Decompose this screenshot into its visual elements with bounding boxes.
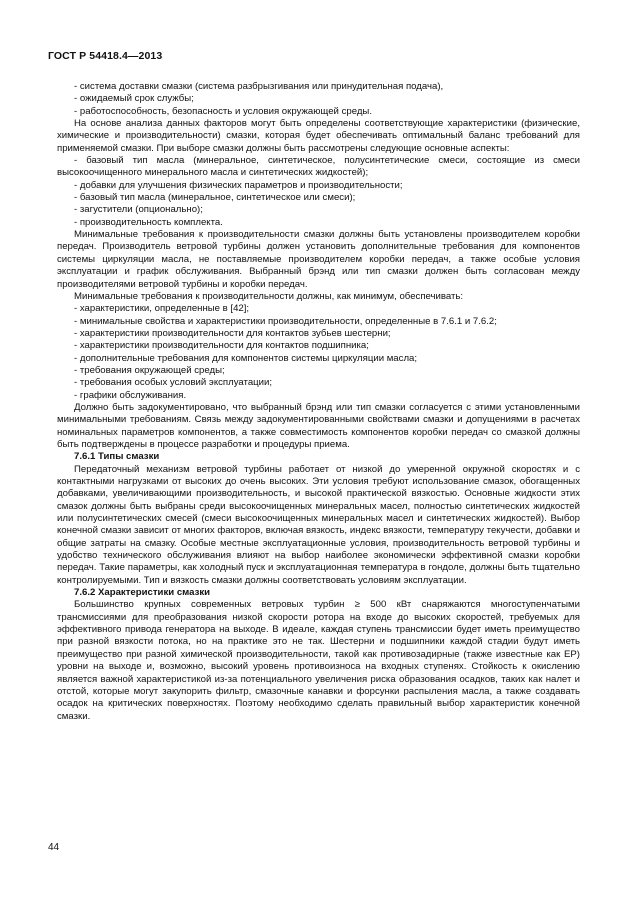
list-item: - графики обслуживания. [74, 389, 187, 401]
list-item: - характеристики производительности для контактов зубьев шестерни; [74, 327, 391, 339]
list-item: - система доставки смазки (система разбрызгивания или принудительная подача), [74, 81, 444, 92]
list-item: - загустители (опционально); [74, 204, 203, 216]
list-item: - характеристики производительности для контактов подшипника; [74, 340, 369, 352]
page-number: 44 [48, 842, 60, 853]
document-header: ГОСТ Р 54418.4—2013 [48, 50, 163, 62]
paragraph: На основе анализа данных факторов могут быть определены соответствующие характеристики (физические, химические и производительности) смазки, которая будет обеспечивать оптимальный баланс требований для применяемой смазки. При выборе смазки должны быть рассмотрены следующие основные аспекты: [57, 118, 580, 154]
list-item: - требования окружающей среды; [74, 364, 225, 376]
paragraph: Большинство крупных современных ветровых турбин ≥ 500 кВт снаряжаются многоступенчатыми трансмиссиями для преобразования низкой скорости ротора на входе до высоких скоростей, требуемых для эффективного привода генератора на выходе. В идеале, каждая ступень трансмиссии будет иметь преимущество при разной вязкости потока, но на практике это не так. Шестерни и подшипники каждой стадии будут иметь преимущество при разной химической производительности, такой как противозадирные (также известные как EP) уровни на выходе и, возможно, высокий уровень противоизноса на входных ступенях. Стойкость к окислению является важной характеристикой из-за потенциального увеличения риска образования осадков, таких как налет и отстой, которые могут закупорить фильтр, смазочные канавки и форсунки распыления масла, а также создавать осадок на критических поверхностях. Поэтому необходимо сделать правильный выбор характеристик конечной смазки. [57, 599, 580, 722]
document-body [57, 81, 580, 723]
section-heading-7-6-1: 7.6.1 Типы смазки [74, 451, 160, 463]
list-item: - ожидаемый срок службы; [74, 93, 194, 105]
list-item: - добавки для улучшения физических параметров и производительности; [74, 179, 403, 191]
list-item: - характеристики, определенные в [42]; [74, 303, 250, 315]
list-item: - требования особых условий эксплуатации; [74, 377, 273, 389]
list-item: - работоспособность, безопасность и условия окружающей среды. [74, 105, 372, 117]
paragraph: Передаточный механизм ветровой турбины работает от низкой до умеренной окружной скоростях и с контактными нагрузками от высоких до очень высоких. Эти условия требуют использование смазок, обогащенных добавками, увеличивающими производительность, и высокой практической вязкостью. Основные жидкости этих смазок должны быть выбраны среди высокоочищенных минеральных масел, полностью синтетических жидкостей или полусинтетических смесей (смеси высокоочищенных минеральных масел и синтетических жидкостей). Выбор конечной смазки зависит от многих факторов, включая вязкость, индекс вязкости, температуру текучести, добавки и общие затраты на смазку. Особые местные эксплуатационные условия, производительность ветровой турбины и удобство технического обслуживания влияют на выбор наиболее экономически эффективной смазки коробки передач. Такие параметры, как холодный пуск и эксплуатационная температура в гондоле, должны быть тщательно контролируемыми. Тип и вязкость смазки должны соответствовать условиям эксплуатации. [57, 463, 580, 586]
paragraph: Минимальные требования к производительности должны, как минимум, обеспечивать: [74, 290, 464, 302]
list-item: - производительность комплекта. [74, 216, 223, 228]
paragraph: Минимальные требования к производительности смазки должны быть установлены производителем коробки передач. Производитель ветровой турбины должен установить дополнительные требования для компонентов системы циркуляции масла, не поставляемые производителем коробки передач, а также особые условия эксплуатации и график обслуживания. Выбранный брэнд или тип смазки должен быть согласован между производителями ветровой турбины и коробки передач. [57, 229, 580, 290]
list-item: - дополнительные требования для компонентов системы циркуляции масла; [74, 352, 418, 364]
list-item: - базовый тип масла (минеральное, синтетическое, полусинтетические смеси, состоящие из смеси высокоочищенного минерального масла и синтетических жидкостей); [57, 155, 580, 179]
paragraph: Должно быть задокументировано, что выбранный брэнд или тип смазки согласуется с этими установленными минимальными требованиям. Связь между задокументированными свойствами смазки и допущениями в расчетах номинальных параметров компонентов, а также совместимость компонентов коробки передач со смазкой должны быть подтверждены в процессе разработки и процедуры приема. [57, 401, 580, 450]
section-heading-7-6-2: 7.6.2 Характеристики смазки [74, 587, 211, 599]
list-item: - минимальные свойства и характеристики производительности, определенные в 7.6.1 и 7.6.2; [74, 315, 497, 327]
list-item: - базовый тип масла (минеральное, синтетическое или смеси); [74, 192, 356, 204]
